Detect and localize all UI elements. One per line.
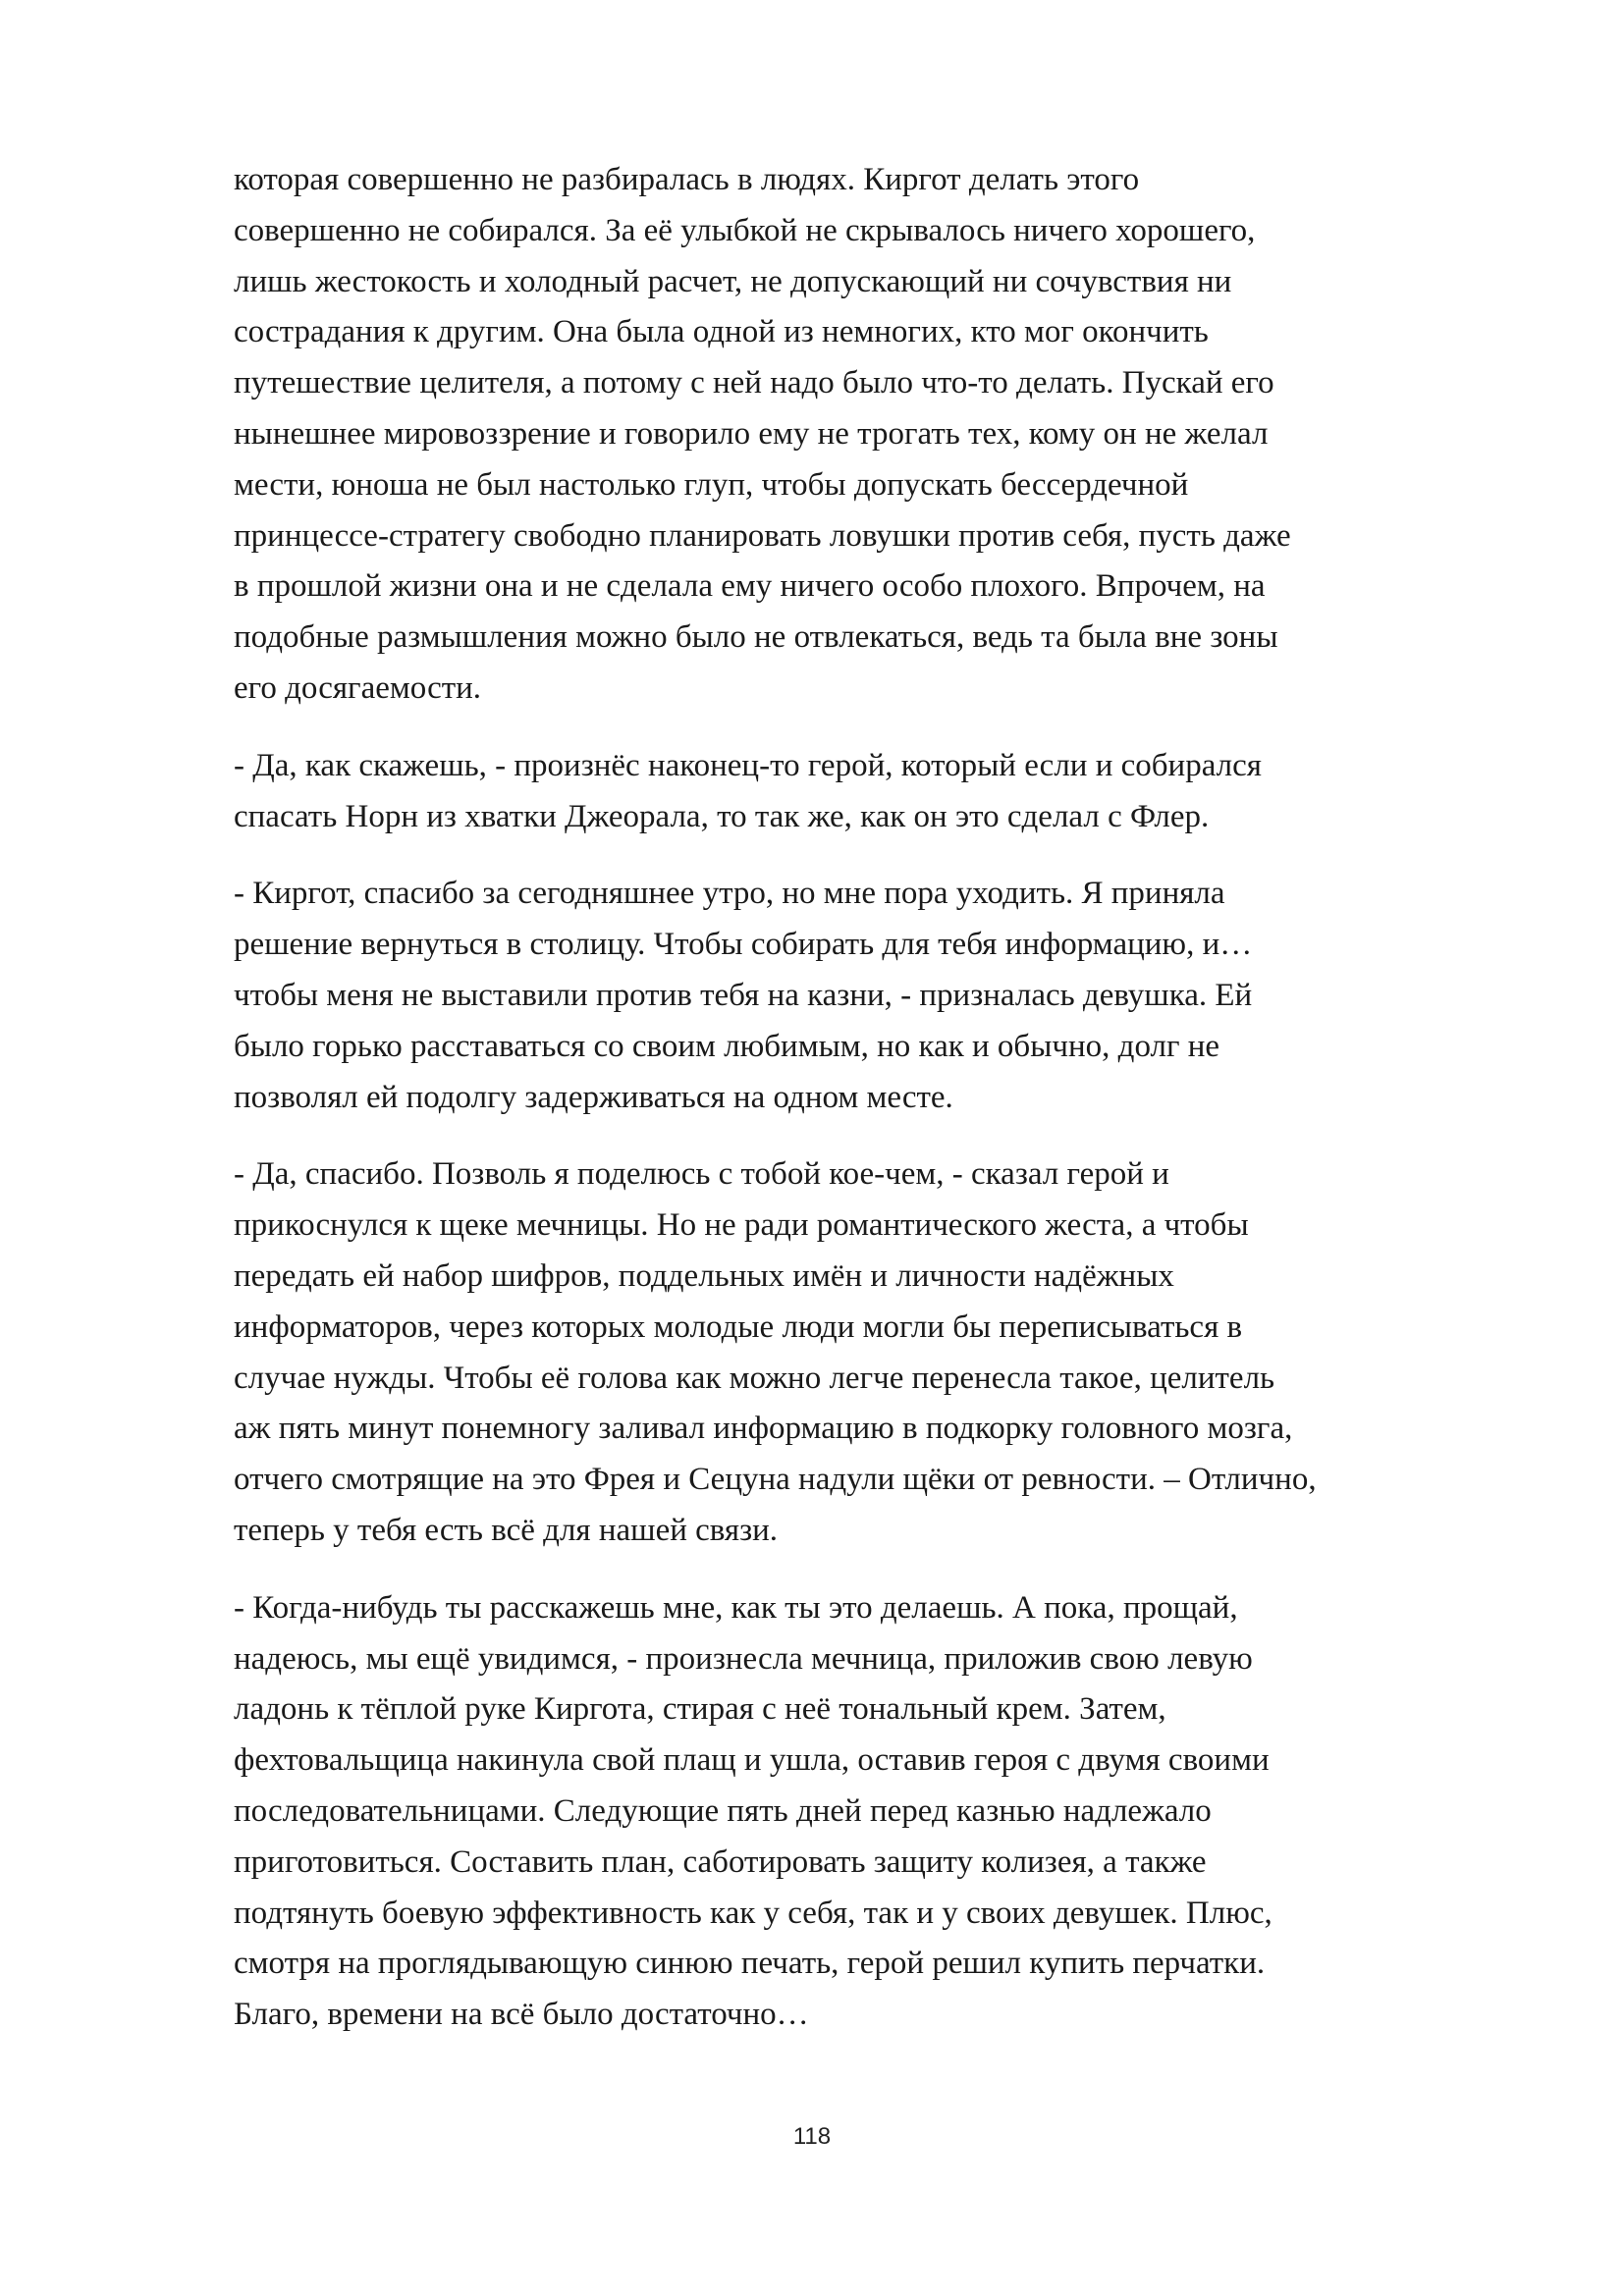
text-line: надеюсь, мы ещё увидимся, - произнесла мечница, приложив свою левую [234,1640,1253,1677]
text-line: его досягаемости. [234,669,482,706]
text-line: случае нужды. Чтобы её голова как можно легче перенесла такое, целитель [234,1360,1275,1396]
text-line: фехтовальщица накинула свой плащ и ушла, оставив героя с двумя своими [234,1742,1270,1779]
paragraph [234,1583,1540,2041]
text-line: - Когда-нибудь ты расскажешь мне, как ты это делаешь. А пока, прощай, [234,1589,1238,1626]
text-line: - Да, спасибо. Позволь я поделюсь с тобой кое-чем, - сказал герой и [234,1156,1169,1193]
text-line: приготовиться. Составить план, саботировать защиту колизея, а также [234,1843,1207,1880]
text-line: мести, юноша не был настолько глуп, чтобы допускать бессердечной [234,466,1189,503]
text-line: было горько расставаться со своим любимым, но как и обычно, долг не [234,1028,1220,1064]
text-line: последовательницами. Следующие пять дней перед казнью надлежало [234,1792,1212,1829]
text-line: совершенно не собирался. За её улыбкой не скрывалось ничего хорошего, [234,212,1256,248]
text-line: информаторов, через которых молодые люди могли бы переписываться в [234,1308,1243,1345]
text-line: чтобы меня не выставили против тебя на казни, - призналась девушка. Ей [234,977,1253,1013]
text-line: подобные размышления можно было не отвлекаться, ведь та была вне зоны [234,619,1278,656]
text-line: отчего смотрящие на это Фрея и Сецуна надули щёки от ревности. – Отлично, [234,1462,1317,1498]
paragraph [234,1149,1540,1556]
text-line: нынешнее мировоззрение и говорило ему не трогать тех, кому он не желал [234,415,1269,452]
text-line: подтянуть боевую эффективность как у себя, так и у своих девушек. Плюс, [234,1895,1272,1931]
text-line: лишь жестокость и холодный расчет, не допускающий ни сочувствия ни [234,263,1232,299]
text-line: в прошлой жизни она и не сделала ему ничего особо плохого. Впрочем, на [234,568,1266,605]
text-line: передать ей набор шифров, поддельных имён и личности надёжных [234,1257,1174,1294]
text-line: путешествие целителя, а потому с ней надо было что-то делать. Пускай его [234,365,1274,401]
text-line: аж пять минут понемногу заливал информацию в подкорку головного мозга, [234,1411,1293,1447]
document-page [234,155,1540,2067]
text-line: принцессе-стратегу свободно планировать ловушки против себя, пусть даже [234,517,1291,554]
text-line: - Да, как скажешь, - произнёс наконец-то герой, который если и собирался [234,747,1262,783]
text-line: Благо, времени на всё было достаточно… [234,1997,809,2033]
text-line: сострадания к другим. Она была одной из немногих, кто мог окончить [234,314,1209,350]
paragraph [234,869,1540,1123]
text-line: которая совершенно не разбиралась в людях. Киргот делать этого [234,162,1140,197]
page-number: 118 [792,2123,832,2150]
text-line: смотря на проглядывающую синюю печать, герой решил купить перчатки. [234,1946,1266,1982]
text-line: - Киргот, спасибо за сегодняшнее утро, но мне пора уходить. Я приняла [234,876,1225,912]
text-line: теперь у тебя есть всё для нашей связи. [234,1512,779,1548]
paragraph [234,155,1540,715]
text-line: решение вернуться в столицу. Чтобы собирать для тебя информацию, и… [234,927,1253,963]
paragraph [234,741,1540,843]
text-line: ладонь к тёплой руке Киргота, стирая с неё тональный крем. Затем, [234,1691,1166,1728]
text-line: прикоснулся к щеке мечницы. Но не ради романтического жеста, а чтобы [234,1207,1249,1244]
text-line: спасать Норн из хватки Джеорала, то так же, как он это сделал с Флер. [234,798,1210,834]
text-line: позволял ей подолгу задерживаться на одном месте. [234,1079,953,1115]
